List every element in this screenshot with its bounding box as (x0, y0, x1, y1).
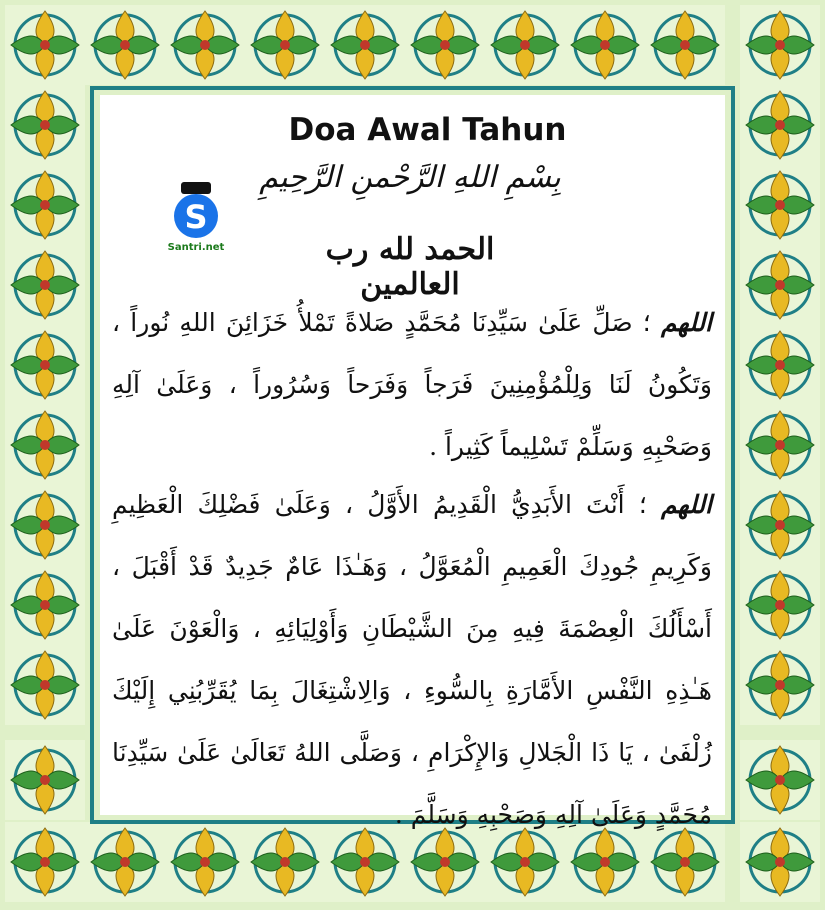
basmala-calligraphy: بِسْمِ اللهِ الرَّحْمنِ الرَّحِيمِ (259, 160, 561, 195)
prayer-paragraph-1 (112, 292, 712, 478)
hamdalah-calligraphy: الحمد لله رب العالمين (325, 232, 495, 302)
prayer-paragraph-2 (112, 474, 712, 846)
logo-letter: S (184, 198, 208, 236)
opening-word: اللهم (661, 490, 713, 519)
paragraph-text: ؛ أَنْتَ الأَبَدِيُّ الْقَدِيمُ الأَوَّلُ ، وَعَلَىٰ فَضْلِكَ الْعَظِيمِ وَكَرِيمِ جُودِكَ الْعَمِيمِ الْمُعَوَّلُ ، وَهَـٰذَا عَامٌ جَدِيدٌ قَدْ أَقْبَلَ ، أَسْأَلُكَ الْعِصْمَةَ فِيهِ مِنَ الشَّيْطَانِ وَأَوْلِيَائِهِ ، وَالْعَوْنَ عَلَىٰ هَـٰذِهِ النَّفْسِ الأَمَّارَةِ بِالسُّوءِ ، وَالِاشْتِغَالَ بِمَا يُقَرِّبُنِي إِلَيْكَ زُلْفَىٰ ، يَا ذَا الْجَلالِ وَالإِكْرَامِ ، وَصَلَّى اللهُ تَعَالَىٰ عَلَىٰ سَيِّدِنَا مُحَمَّدٍ وَعَلَىٰ آلِهِ وَصَحْبِهِ وَسَلَّمَ . (112, 490, 712, 829)
santri-logo-icon (163, 178, 229, 242)
page-title: Doa Awal Tahun (288, 112, 567, 148)
santri-logo (163, 178, 229, 260)
opening-word: اللهم (661, 308, 713, 337)
paragraph-text: ؛ صَلِّ عَلَىٰ سَيِّدِنَا مُحَمَّدٍ صَلاةً تَمْلأُ خَزَائِنَ اللهِ نُوراً ، وَتَكُونُ لَنَا وَلِلْمُؤْمِنِينَ فَرَجاً وَفَرَحاً وَسُرُوراً ، وَعَلَىٰ آلِهِ وَصَحْبِهِ وَسَلِّمْ تَسْلِيماً كَثِيراً . (112, 308, 712, 461)
logo-caption: Santri.net (167, 242, 225, 253)
